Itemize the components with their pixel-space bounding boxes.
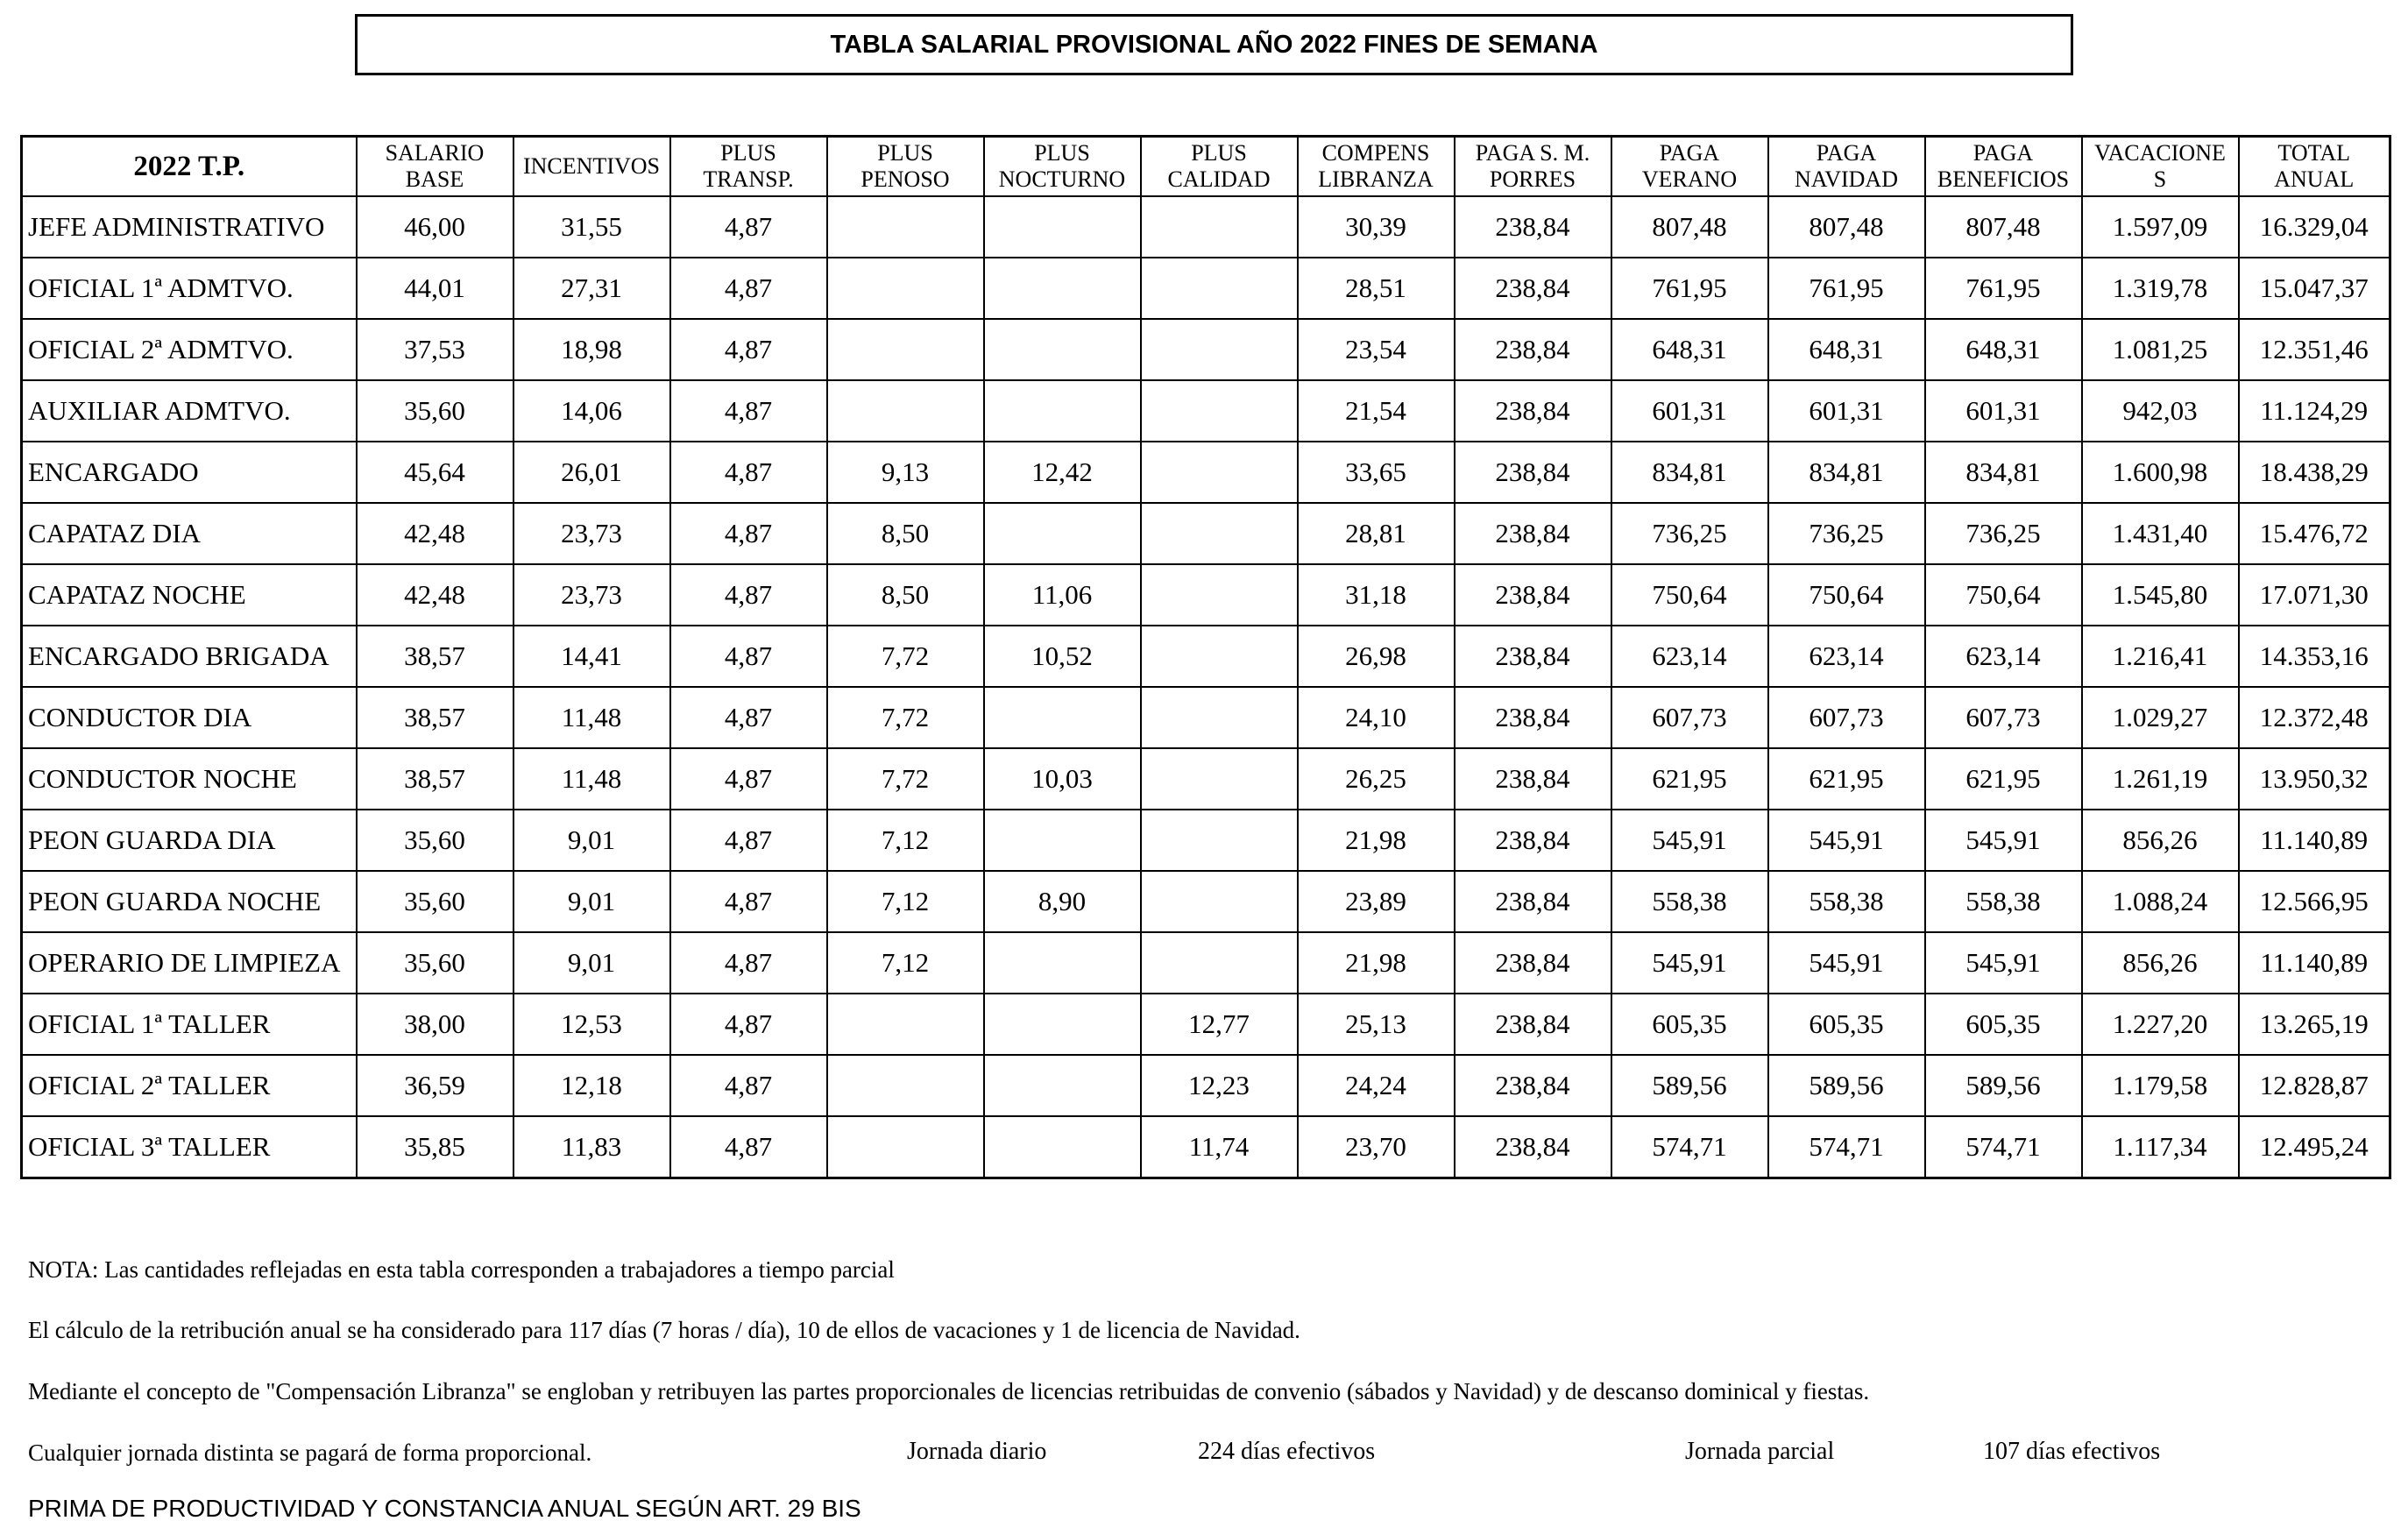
value-cell: 23,73 <box>513 503 670 564</box>
category-cell: ENCARGADO <box>22 442 357 503</box>
category-cell: CONDUCTOR DIA <box>22 687 357 748</box>
value-cell <box>984 196 1141 258</box>
column-header-line: LIBRANZA <box>1318 166 1434 192</box>
column-header-line: INCENTIVOS <box>523 153 660 179</box>
value-cell: 4,87 <box>670 442 827 503</box>
value-cell <box>984 380 1141 442</box>
value-cell <box>827 1055 984 1116</box>
value-cell <box>827 994 984 1055</box>
value-cell: 11.140,89 <box>2239 810 2390 871</box>
value-cell: 4,87 <box>670 258 827 319</box>
value-cell <box>1141 687 1298 748</box>
column-header-line: PLUS <box>720 140 776 166</box>
value-cell: 1.088,24 <box>2082 871 2239 932</box>
value-cell: 601,31 <box>1611 380 1768 442</box>
value-cell: 4,87 <box>670 932 827 994</box>
column-header-line: PLUS <box>1034 140 1090 166</box>
column-header <box>670 137 827 197</box>
column-header <box>1611 137 1768 197</box>
column-header <box>1768 137 1925 197</box>
value-cell: 27,31 <box>513 258 670 319</box>
column-header-line: PAGA <box>1816 140 1877 166</box>
value-cell <box>984 319 1141 380</box>
value-cell: 8,50 <box>827 564 984 626</box>
category-cell: OFICIAL 1ª ADMTVO. <box>22 258 357 319</box>
value-cell: 1.227,20 <box>2082 994 2239 1055</box>
value-cell <box>827 1116 984 1178</box>
value-cell: 26,01 <box>513 442 670 503</box>
value-cell: 1.597,09 <box>2082 196 2239 258</box>
value-cell <box>1141 380 1298 442</box>
value-cell: 15.047,37 <box>2239 258 2390 319</box>
value-cell: 238,84 <box>1455 1055 1611 1116</box>
value-cell <box>984 994 1141 1055</box>
table-body <box>22 196 2390 1178</box>
value-cell <box>1141 810 1298 871</box>
value-cell: 807,48 <box>1611 196 1768 258</box>
value-cell: 12,23 <box>1141 1055 1298 1116</box>
value-cell: 14,41 <box>513 626 670 687</box>
value-cell: 834,81 <box>1768 442 1925 503</box>
value-cell: 761,95 <box>1768 258 1925 319</box>
value-cell: 8,50 <box>827 503 984 564</box>
value-cell: 238,84 <box>1455 687 1611 748</box>
value-cell: 37,53 <box>357 319 513 380</box>
category-cell: OFICIAL 2ª ADMTVO. <box>22 319 357 380</box>
value-cell: 648,31 <box>1611 319 1768 380</box>
value-cell: 21,98 <box>1298 932 1455 994</box>
value-cell <box>1141 258 1298 319</box>
category-cell: OFICIAL 1ª TALLER <box>22 994 357 1055</box>
value-cell: 238,84 <box>1455 503 1611 564</box>
value-cell: 4,87 <box>670 503 827 564</box>
value-cell: 545,91 <box>1611 810 1768 871</box>
column-header-line: S <box>2153 166 2167 192</box>
value-cell: 16.329,04 <box>2239 196 2390 258</box>
table-row <box>22 1055 2390 1116</box>
value-cell: 238,84 <box>1455 748 1611 810</box>
value-cell: 31,18 <box>1298 564 1455 626</box>
column-header-line: CALIDAD <box>1167 166 1271 192</box>
value-cell: 545,91 <box>1768 932 1925 994</box>
value-cell: 28,51 <box>1298 258 1455 319</box>
value-cell <box>984 932 1141 994</box>
column-header-line: PAGA <box>1972 140 2034 166</box>
value-cell <box>1141 626 1298 687</box>
value-cell: 45,64 <box>357 442 513 503</box>
table-row <box>22 380 2390 442</box>
value-cell <box>984 1055 1141 1116</box>
value-cell: 26,25 <box>1298 748 1455 810</box>
value-cell: 238,84 <box>1455 564 1611 626</box>
value-cell: 28,81 <box>1298 503 1455 564</box>
value-cell: 1.431,40 <box>2082 503 2239 564</box>
value-cell: 4,87 <box>670 1116 827 1178</box>
column-header <box>2082 137 2239 197</box>
value-cell: 14.353,16 <box>2239 626 2390 687</box>
value-cell: 601,31 <box>1768 380 1925 442</box>
column-header-line: BASE <box>405 166 464 192</box>
jornada-diario-value: 224 días efectivos <box>1198 1438 1376 1465</box>
value-cell: 238,84 <box>1455 626 1611 687</box>
value-cell <box>984 687 1141 748</box>
column-header-line: SALARIO <box>385 140 485 166</box>
value-cell <box>984 258 1141 319</box>
value-cell: 11,48 <box>513 687 670 748</box>
value-cell: 856,26 <box>2082 810 2239 871</box>
column-header-line: TOTAL <box>2277 140 2351 166</box>
productivity-bonus-note: PRIMA DE PRODUCTIVIDAD Y CONSTANCIA ANUAL SEGÚN ART. 29 BIS <box>28 1495 861 1522</box>
category-cell: CONDUCTOR NOCHE <box>22 748 357 810</box>
value-cell: 761,95 <box>1925 258 2082 319</box>
value-cell: 25,13 <box>1298 994 1455 1055</box>
column-header-line: TRANSP. <box>703 166 794 192</box>
value-cell: 750,64 <box>1768 564 1925 626</box>
value-cell: 15.476,72 <box>2239 503 2390 564</box>
value-cell: 607,73 <box>1768 687 1925 748</box>
table-row <box>22 1116 2390 1178</box>
value-cell: 4,87 <box>670 380 827 442</box>
note-proportional-pay: Cualquier jornada distinta se pagará de forma proporcional. <box>28 1440 592 1466</box>
category-cell: OFICIAL 2ª TALLER <box>22 1055 357 1116</box>
value-cell: 238,84 <box>1455 1116 1611 1178</box>
table-header-row <box>22 137 2390 197</box>
value-cell: 4,87 <box>670 687 827 748</box>
value-cell: 1.179,58 <box>2082 1055 2239 1116</box>
value-cell: 10,03 <box>984 748 1141 810</box>
category-cell: AUXILIAR ADMTVO. <box>22 380 357 442</box>
value-cell: 4,87 <box>670 994 827 1055</box>
value-cell: 1.117,34 <box>2082 1116 2239 1178</box>
value-cell: 30,39 <box>1298 196 1455 258</box>
value-cell: 31,55 <box>513 196 670 258</box>
table-row <box>22 687 2390 748</box>
value-cell: 24,10 <box>1298 687 1455 748</box>
value-cell: 238,84 <box>1455 932 1611 994</box>
value-cell: 38,00 <box>357 994 513 1055</box>
value-cell: 24,24 <box>1298 1055 1455 1116</box>
year-header: 2022 T.P. <box>22 137 357 197</box>
category-cell: PEON GUARDA DIA <box>22 810 357 871</box>
value-cell: 9,01 <box>513 932 670 994</box>
value-cell: 1.261,19 <box>2082 748 2239 810</box>
value-cell <box>984 503 1141 564</box>
value-cell: 12.495,24 <box>2239 1116 2390 1178</box>
category-cell: OFICIAL 3ª TALLER <box>22 1116 357 1178</box>
value-cell: 807,48 <box>1768 196 1925 258</box>
value-cell: 589,56 <box>1925 1055 2082 1116</box>
column-header <box>2239 137 2390 197</box>
value-cell: 12,18 <box>513 1055 670 1116</box>
value-cell: 35,60 <box>357 932 513 994</box>
value-cell: 574,71 <box>1611 1116 1768 1178</box>
value-cell: 21,54 <box>1298 380 1455 442</box>
value-cell: 23,54 <box>1298 319 1455 380</box>
table-row <box>22 196 2390 258</box>
value-cell: 750,64 <box>1611 564 1768 626</box>
value-cell <box>1141 196 1298 258</box>
column-header <box>1141 137 1298 197</box>
column-header-line: VERANO <box>1641 166 1738 192</box>
value-cell: 238,84 <box>1455 994 1611 1055</box>
value-cell: 12.372,48 <box>2239 687 2390 748</box>
value-cell: 14,06 <box>513 380 670 442</box>
value-cell: 7,12 <box>827 932 984 994</box>
value-cell: 238,84 <box>1455 319 1611 380</box>
value-cell: 11,83 <box>513 1116 670 1178</box>
value-cell: 11.124,29 <box>2239 380 2390 442</box>
value-cell: 11,74 <box>1141 1116 1298 1178</box>
value-cell: 1.545,80 <box>2082 564 2239 626</box>
note-partial-time: NOTA: Las cantidades reflejadas en esta tabla corresponden a trabajadores a tiempo parcial <box>28 1256 895 1283</box>
category-cell: JEFE ADMINISTRATIVO <box>22 196 357 258</box>
jornada-parcial-label: Jornada parcial <box>1685 1438 1835 1465</box>
value-cell: 11,48 <box>513 748 670 810</box>
category-cell: OPERARIO DE LIMPIEZA <box>22 932 357 994</box>
value-cell: 238,84 <box>1455 442 1611 503</box>
value-cell: 35,60 <box>357 380 513 442</box>
column-header-line: BENEFICIOS <box>1937 166 2070 192</box>
table-row <box>22 503 2390 564</box>
value-cell <box>1141 932 1298 994</box>
table-row <box>22 932 2390 994</box>
table-row <box>22 748 2390 810</box>
value-cell: 545,91 <box>1925 810 2082 871</box>
value-cell: 574,71 <box>1925 1116 2082 1178</box>
column-header-line: PAGA S. M. <box>1475 140 1590 166</box>
value-cell <box>827 258 984 319</box>
value-cell: 23,89 <box>1298 871 1455 932</box>
value-cell: 545,91 <box>1925 932 2082 994</box>
value-cell: 13.265,19 <box>2239 994 2390 1055</box>
value-cell: 621,95 <box>1768 748 1925 810</box>
value-cell: 807,48 <box>1925 196 2082 258</box>
value-cell <box>827 380 984 442</box>
value-cell: 12.566,95 <box>2239 871 2390 932</box>
value-cell: 942,03 <box>2082 380 2239 442</box>
column-header <box>984 137 1141 197</box>
column-header-line: ANUAL <box>2274 166 2355 192</box>
column-header-line: VACACIONE <box>2094 140 2226 166</box>
column-header-line: PAGA <box>1659 140 1720 166</box>
value-cell: 10,52 <box>984 626 1141 687</box>
value-cell: 4,87 <box>670 871 827 932</box>
column-header <box>1455 137 1611 197</box>
value-cell: 238,84 <box>1455 871 1611 932</box>
column-header-line: COMPENS <box>1321 140 1430 166</box>
table-row <box>22 810 2390 871</box>
column-header <box>513 137 670 197</box>
value-cell: 4,87 <box>670 810 827 871</box>
value-cell: 42,48 <box>357 503 513 564</box>
note-compensation: Mediante el concepto de "Compensación Libranza" se engloban y retribuyen las partes proporcionales de licencias retribuidas de convenio (sábados y Navidad) y de descanso dominical y fiestas. <box>28 1378 1870 1404</box>
value-cell: 238,84 <box>1455 258 1611 319</box>
value-cell: 4,87 <box>670 196 827 258</box>
value-cell: 38,57 <box>357 626 513 687</box>
value-cell: 21,98 <box>1298 810 1455 871</box>
value-cell: 9,01 <box>513 871 670 932</box>
value-cell: 736,25 <box>1768 503 1925 564</box>
value-cell: 736,25 <box>1611 503 1768 564</box>
value-cell: 11.140,89 <box>2239 932 2390 994</box>
value-cell: 1.029,27 <box>2082 687 2239 748</box>
value-cell: 558,38 <box>1611 871 1768 932</box>
column-header-line: PLUS <box>1191 140 1247 166</box>
value-cell: 46,00 <box>357 196 513 258</box>
value-cell: 4,87 <box>670 319 827 380</box>
value-cell: 4,87 <box>670 748 827 810</box>
value-cell: 26,98 <box>1298 626 1455 687</box>
value-cell <box>827 319 984 380</box>
table-row <box>22 258 2390 319</box>
jornada-diario-label: Jornada diario <box>907 1438 1047 1465</box>
value-cell: 11,06 <box>984 564 1141 626</box>
value-cell: 621,95 <box>1925 748 2082 810</box>
value-cell: 33,65 <box>1298 442 1455 503</box>
value-cell: 36,59 <box>357 1055 513 1116</box>
column-header <box>1925 137 2082 197</box>
value-cell: 1.600,98 <box>2082 442 2239 503</box>
value-cell: 238,84 <box>1455 196 1611 258</box>
value-cell: 12,53 <box>513 994 670 1055</box>
salary-table <box>20 135 2391 1179</box>
value-cell <box>1141 871 1298 932</box>
value-cell <box>1141 748 1298 810</box>
value-cell: 601,31 <box>1925 380 2082 442</box>
value-cell: 238,84 <box>1455 380 1611 442</box>
column-header <box>827 137 984 197</box>
value-cell: 7,72 <box>827 626 984 687</box>
value-cell: 238,84 <box>1455 810 1611 871</box>
value-cell: 23,70 <box>1298 1116 1455 1178</box>
value-cell: 545,91 <box>1768 810 1925 871</box>
value-cell: 856,26 <box>2082 932 2239 994</box>
column-header-line: PORRES <box>1489 166 1576 192</box>
value-cell: 12,42 <box>984 442 1141 503</box>
category-cell: PEON GUARDA NOCHE <box>22 871 357 932</box>
value-cell <box>1141 503 1298 564</box>
value-cell: 607,73 <box>1925 687 2082 748</box>
value-cell: 834,81 <box>1925 442 2082 503</box>
value-cell <box>1141 319 1298 380</box>
value-cell: 589,56 <box>1611 1055 1768 1116</box>
column-header <box>357 137 513 197</box>
value-cell <box>827 196 984 258</box>
value-cell: 42,48 <box>357 564 513 626</box>
table-row <box>22 994 2390 1055</box>
value-cell: 17.071,30 <box>2239 564 2390 626</box>
value-cell: 761,95 <box>1611 258 1768 319</box>
column-header-line: PENOSO <box>861 166 950 192</box>
value-cell: 7,12 <box>827 810 984 871</box>
category-cell: CAPATAZ DIA <box>22 503 357 564</box>
value-cell: 18,98 <box>513 319 670 380</box>
value-cell: 589,56 <box>1768 1055 1925 1116</box>
value-cell: 35,60 <box>357 810 513 871</box>
value-cell: 12.351,46 <box>2239 319 2390 380</box>
value-cell: 1.319,78 <box>2082 258 2239 319</box>
value-cell: 621,95 <box>1611 748 1768 810</box>
value-cell: 38,57 <box>357 687 513 748</box>
value-cell: 834,81 <box>1611 442 1768 503</box>
value-cell: 605,35 <box>1768 994 1925 1055</box>
value-cell: 23,73 <box>513 564 670 626</box>
value-cell: 623,14 <box>1768 626 1925 687</box>
value-cell: 4,87 <box>670 626 827 687</box>
table-row <box>22 564 2390 626</box>
column-header <box>1298 137 1455 197</box>
value-cell: 35,60 <box>357 871 513 932</box>
value-cell <box>1141 564 1298 626</box>
value-cell: 35,85 <box>357 1116 513 1178</box>
value-cell <box>984 810 1141 871</box>
value-cell: 4,87 <box>670 1055 827 1116</box>
value-cell: 9,13 <box>827 442 984 503</box>
value-cell: 9,01 <box>513 810 670 871</box>
category-cell: CAPATAZ NOCHE <box>22 564 357 626</box>
value-cell: 12.828,87 <box>2239 1055 2390 1116</box>
jornada-parcial-value: 107 días efectivos <box>1983 1438 2161 1465</box>
value-cell: 623,14 <box>1925 626 2082 687</box>
table-row <box>22 319 2390 380</box>
value-cell <box>984 1116 1141 1178</box>
value-cell: 750,64 <box>1925 564 2082 626</box>
category-cell: ENCARGADO BRIGADA <box>22 626 357 687</box>
column-header-line: NAVIDAD <box>1795 166 1898 192</box>
value-cell: 545,91 <box>1611 932 1768 994</box>
value-cell: 605,35 <box>1611 994 1768 1055</box>
value-cell: 574,71 <box>1768 1116 1925 1178</box>
value-cell: 623,14 <box>1611 626 1768 687</box>
value-cell: 558,38 <box>1768 871 1925 932</box>
page-title: TABLA SALARIAL PROVISIONAL AÑO 2022 FINES DE SEMANA <box>355 14 2073 75</box>
value-cell: 7,72 <box>827 748 984 810</box>
note-annual-calculation: El cálculo de la retribución anual se ha considerado para 117 días (7 horas / día), 10 de ellos de vacaciones y 1 de licencia de Navidad. <box>28 1317 1300 1343</box>
value-cell: 1.216,41 <box>2082 626 2239 687</box>
value-cell <box>1141 442 1298 503</box>
value-cell: 558,38 <box>1925 871 2082 932</box>
value-cell: 8,90 <box>984 871 1141 932</box>
table-row <box>22 442 2390 503</box>
table-row <box>22 871 2390 932</box>
value-cell: 4,87 <box>670 564 827 626</box>
value-cell: 44,01 <box>357 258 513 319</box>
column-header-line: PLUS <box>877 140 933 166</box>
table-row <box>22 626 2390 687</box>
value-cell: 12,77 <box>1141 994 1298 1055</box>
value-cell: 18.438,29 <box>2239 442 2390 503</box>
value-cell: 38,57 <box>357 748 513 810</box>
value-cell: 648,31 <box>1768 319 1925 380</box>
value-cell: 13.950,32 <box>2239 748 2390 810</box>
value-cell: 605,35 <box>1925 994 2082 1055</box>
value-cell: 607,73 <box>1611 687 1768 748</box>
column-header-line: NOCTURNO <box>998 166 1126 192</box>
value-cell: 7,72 <box>827 687 984 748</box>
value-cell: 736,25 <box>1925 503 2082 564</box>
value-cell: 648,31 <box>1925 319 2082 380</box>
value-cell: 7,12 <box>827 871 984 932</box>
value-cell: 1.081,25 <box>2082 319 2239 380</box>
